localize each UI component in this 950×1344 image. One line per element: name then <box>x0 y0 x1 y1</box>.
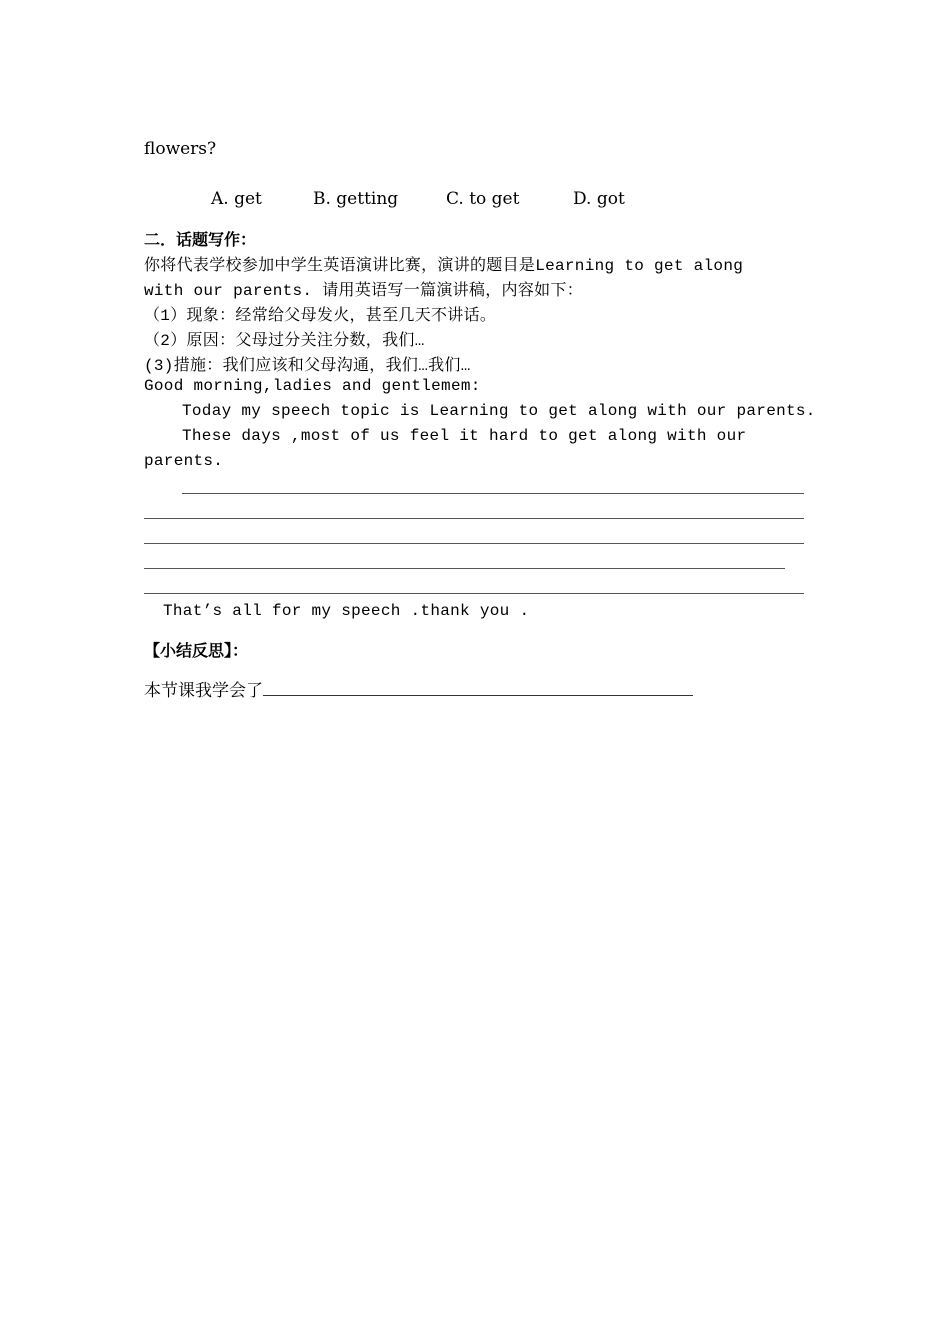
writing-line[interactable] <box>144 543 804 544</box>
option-d: D. got <box>573 189 625 209</box>
option-c: C. to get <box>446 189 520 209</box>
summary-answer-blank[interactable] <box>263 679 693 696</box>
writing-line[interactable] <box>144 593 804 594</box>
speech-paragraph-2-line-2: parents. <box>144 452 224 470</box>
option-b: B. getting <box>313 189 399 209</box>
prompt-point-2: （2）原因：父母过分关注分数，我们… <box>144 332 425 350</box>
writing-line[interactable] <box>182 493 804 494</box>
summary-learned-row <box>144 676 693 701</box>
prompt-point-3: (3)措施：我们应该和父母沟通，我们…我们… <box>144 357 471 375</box>
prompt-line-1: 你将代表学校参加中学生英语演讲比赛，演讲的题目是Learning to get along <box>144 257 744 275</box>
section-heading: 二．话题写作： <box>144 230 257 249</box>
writing-line[interactable] <box>144 518 804 519</box>
prompt-line-2: with our parents. 请用英语写一篇演讲稿，内容如下： <box>144 282 584 300</box>
option-a: A. get <box>211 189 262 209</box>
speech-closing: That’s all for my speech .thank you . <box>163 602 530 620</box>
prompt-point-1: （1）现象：经常给父母发火，甚至几天不讲话。 <box>144 307 497 325</box>
question-tail-text: flowers? <box>144 139 217 159</box>
summary-heading: 【小结反思】： <box>144 641 249 660</box>
writing-line[interactable] <box>144 568 785 569</box>
speech-greeting: Good morning,ladies and gentlemem: <box>144 377 481 395</box>
speech-paragraph-2-line-1: These days ,most of us feel it hard to get along with our <box>182 427 747 445</box>
summary-learned-label: 本节课我学会了 <box>144 681 263 701</box>
speech-paragraph-1: Today my speech topic is Learning to get along with our parents. <box>182 402 816 420</box>
